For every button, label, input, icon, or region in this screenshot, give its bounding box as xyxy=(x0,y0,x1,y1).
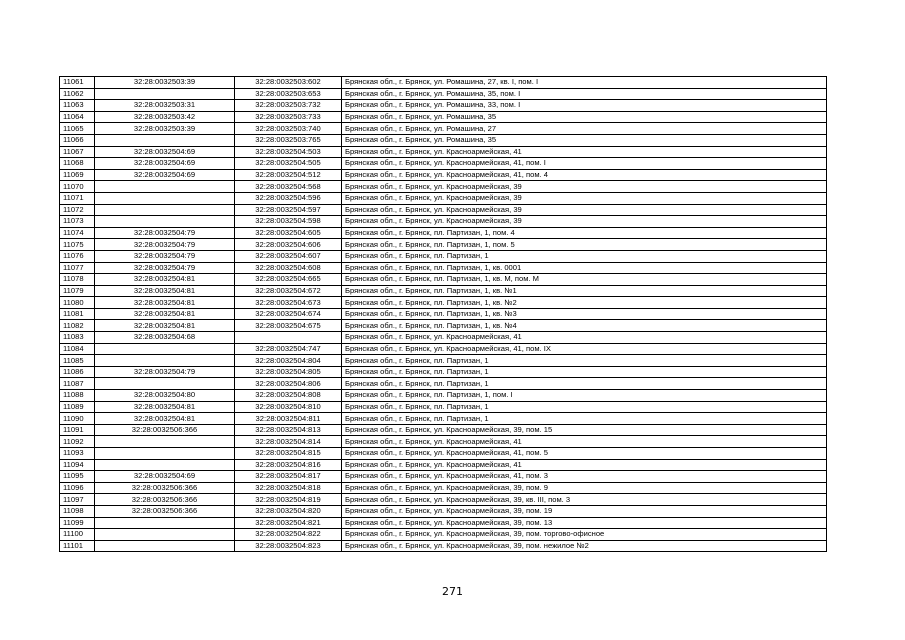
parcel-number-cell: 32:28:0032503:42 xyxy=(95,111,235,123)
table-row xyxy=(60,436,827,448)
table-row xyxy=(60,459,827,471)
parcel-number-cell xyxy=(95,216,235,228)
object-number-cell: 32:28:0032504:820 xyxy=(235,505,342,517)
address-cell: Брянская обл., г. Брянск, ул. Ромашина, 33, пом. I xyxy=(342,100,827,112)
parcel-number-cell: 32:28:0032504:79 xyxy=(95,262,235,274)
parcel-number-cell: 32:28:0032504:81 xyxy=(95,413,235,425)
parcel-number-cell xyxy=(95,529,235,541)
table-row xyxy=(60,390,827,402)
row-number-cell: 11069 xyxy=(60,169,95,181)
object-number-cell xyxy=(235,332,342,344)
table-row xyxy=(60,471,827,483)
address-cell: Брянская обл., г. Брянск, пл. Партизан, 1, кв. 0001 xyxy=(342,262,827,274)
row-number-cell: 11064 xyxy=(60,111,95,123)
row-number-cell: 11082 xyxy=(60,320,95,332)
table-row xyxy=(60,181,827,193)
table-row xyxy=(60,100,827,112)
row-number-cell: 11070 xyxy=(60,181,95,193)
object-number-cell: 32:28:0032503:732 xyxy=(235,100,342,112)
parcel-number-cell xyxy=(95,181,235,193)
address-cell: Брянская обл., г. Брянск, ул. Красноармейская, 39, пом. 19 xyxy=(342,505,827,517)
parcel-number-cell xyxy=(95,540,235,552)
object-number-cell: 32:28:0032504:512 xyxy=(235,169,342,181)
parcel-number-cell: 32:28:0032506:366 xyxy=(95,494,235,506)
object-number-cell: 32:28:0032504:814 xyxy=(235,436,342,448)
row-number-cell: 11062 xyxy=(60,88,95,100)
row-number-cell: 11083 xyxy=(60,332,95,344)
address-cell: Брянская обл., г. Брянск, ул. Ромашина, 27, кв. I, пом. I xyxy=(342,77,827,89)
object-number-cell: 32:28:0032504:816 xyxy=(235,459,342,471)
row-number-cell: 11101 xyxy=(60,540,95,552)
row-number-cell: 11078 xyxy=(60,274,95,286)
parcel-number-cell: 32:28:0032503:39 xyxy=(95,123,235,135)
address-cell: Брянская обл., г. Брянск, ул. Ромашина, 35 xyxy=(342,134,827,146)
address-cell: Брянская обл., г. Брянск, ул. Красноармейская, 41 xyxy=(342,459,827,471)
table-row xyxy=(60,77,827,89)
address-cell: Брянская обл., г. Брянск, пл. Партизан, 1, кв. №4 xyxy=(342,320,827,332)
object-number-cell: 32:28:0032504:597 xyxy=(235,204,342,216)
table-row xyxy=(60,88,827,100)
parcel-number-cell: 32:28:0032506:366 xyxy=(95,482,235,494)
object-number-cell: 32:28:0032504:503 xyxy=(235,146,342,158)
object-number-cell: 32:28:0032504:605 xyxy=(235,227,342,239)
table-row xyxy=(60,505,827,517)
table-row xyxy=(60,529,827,541)
address-cell: Брянская обл., г. Брянск, ул. Красноармейская, 41, пом. I xyxy=(342,158,827,170)
object-number-cell: 32:28:0032504:596 xyxy=(235,192,342,204)
parcel-number-cell: 32:28:0032504:81 xyxy=(95,308,235,320)
row-number-cell: 11087 xyxy=(60,378,95,390)
address-cell: Брянская обл., г. Брянск, пл. Партизан, 1, кв. №2 xyxy=(342,297,827,309)
address-cell: Брянская обл., г. Брянск, ул. Ромашина, 35, пом. I xyxy=(342,88,827,100)
parcel-number-cell: 32:28:0032504:81 xyxy=(95,320,235,332)
table-row xyxy=(60,192,827,204)
object-number-cell: 32:28:0032504:747 xyxy=(235,343,342,355)
table-row xyxy=(60,540,827,552)
address-cell: Брянская обл., г. Брянск, ул. Ромашина, 35 xyxy=(342,111,827,123)
table-row xyxy=(60,332,827,344)
table-row xyxy=(60,494,827,506)
parcel-number-cell xyxy=(95,378,235,390)
row-number-cell: 11084 xyxy=(60,343,95,355)
object-number-cell: 32:28:0032504:806 xyxy=(235,378,342,390)
table-row xyxy=(60,320,827,332)
table-row xyxy=(60,401,827,413)
table-row xyxy=(60,123,827,135)
parcel-number-cell xyxy=(95,343,235,355)
row-number-cell: 11072 xyxy=(60,204,95,216)
parcel-number-cell: 32:28:0032504:79 xyxy=(95,250,235,262)
row-number-cell: 11077 xyxy=(60,262,95,274)
object-number-cell: 32:28:0032504:665 xyxy=(235,274,342,286)
parcel-number-cell: 32:28:0032504:81 xyxy=(95,401,235,413)
address-cell: Брянская обл., г. Брянск, пл. Партизан, 1, кв. №3 xyxy=(342,308,827,320)
object-number-cell: 32:28:0032504:823 xyxy=(235,540,342,552)
object-number-cell: 32:28:0032504:675 xyxy=(235,320,342,332)
object-number-cell: 32:28:0032503:765 xyxy=(235,134,342,146)
object-number-cell: 32:28:0032504:568 xyxy=(235,181,342,193)
row-number-cell: 11097 xyxy=(60,494,95,506)
row-number-cell: 11079 xyxy=(60,285,95,297)
table-row xyxy=(60,146,827,158)
address-cell: Брянская обл., г. Брянск, ул. Красноармейская, 39 xyxy=(342,216,827,228)
row-number-cell: 11067 xyxy=(60,146,95,158)
parcel-number-cell: 32:28:0032504:79 xyxy=(95,366,235,378)
table-row xyxy=(60,343,827,355)
row-number-cell: 11089 xyxy=(60,401,95,413)
object-number-cell: 32:28:0032504:808 xyxy=(235,390,342,402)
row-number-cell: 11091 xyxy=(60,424,95,436)
address-cell: Брянская обл., г. Брянск, пл. Партизан, 1 xyxy=(342,366,827,378)
row-number-cell: 11096 xyxy=(60,482,95,494)
page-number: 271 xyxy=(442,585,463,598)
object-number-cell: 32:28:0032504:505 xyxy=(235,158,342,170)
address-cell: Брянская обл., г. Брянск, пл. Партизан, 1, пом. I xyxy=(342,390,827,402)
object-number-cell: 32:28:0032504:810 xyxy=(235,401,342,413)
row-number-cell: 11080 xyxy=(60,297,95,309)
row-number-cell: 11095 xyxy=(60,471,95,483)
registry-table xyxy=(59,76,827,552)
object-number-cell: 32:28:0032503:740 xyxy=(235,123,342,135)
address-cell: Брянская обл., г. Брянск, пл. Партизан, 1 xyxy=(342,413,827,425)
row-number-cell: 11099 xyxy=(60,517,95,529)
address-cell: Брянская обл., г. Брянск, ул. Красноармейская, 39, пом. 15 xyxy=(342,424,827,436)
table-row xyxy=(60,169,827,181)
table-row xyxy=(60,355,827,367)
row-number-cell: 11075 xyxy=(60,239,95,251)
address-cell: Брянская обл., г. Брянск, пл. Партизан, 1 xyxy=(342,401,827,413)
object-number-cell: 32:28:0032503:602 xyxy=(235,77,342,89)
address-cell: Брянская обл., г. Брянск, ул. Ромашина, 27 xyxy=(342,123,827,135)
object-number-cell: 32:28:0032504:598 xyxy=(235,216,342,228)
row-number-cell: 11073 xyxy=(60,216,95,228)
row-number-cell: 11065 xyxy=(60,123,95,135)
row-number-cell: 11071 xyxy=(60,192,95,204)
address-cell: Брянская обл., г. Брянск, ул. Красноармейская, 39 xyxy=(342,192,827,204)
object-number-cell: 32:28:0032504:818 xyxy=(235,482,342,494)
table-row xyxy=(60,158,827,170)
address-cell: Брянская обл., г. Брянск, ул. Красноармейская, 41 xyxy=(342,436,827,448)
object-number-cell: 32:28:0032504:821 xyxy=(235,517,342,529)
address-cell: Брянская обл., г. Брянск, ул. Красноармейская, 41 xyxy=(342,332,827,344)
address-cell: Брянская обл., г. Брянск, пл. Партизан, 1 xyxy=(342,355,827,367)
table-row xyxy=(60,239,827,251)
row-number-cell: 11088 xyxy=(60,390,95,402)
parcel-number-cell: 32:28:0032503:31 xyxy=(95,100,235,112)
address-cell: Брянская обл., г. Брянск, пл. Партизан, 1, кв. М, пом. М xyxy=(342,274,827,286)
row-number-cell: 11092 xyxy=(60,436,95,448)
object-number-cell: 32:28:0032504:822 xyxy=(235,529,342,541)
object-number-cell: 32:28:0032504:674 xyxy=(235,308,342,320)
object-number-cell: 32:28:0032504:815 xyxy=(235,448,342,460)
parcel-number-cell: 32:28:0032504:79 xyxy=(95,239,235,251)
row-number-cell: 11076 xyxy=(60,250,95,262)
address-cell: Брянская обл., г. Брянск, ул. Красноармейская, 39, пом. нежилое №2 xyxy=(342,540,827,552)
row-number-cell: 11086 xyxy=(60,366,95,378)
parcel-number-cell: 32:28:0032504:80 xyxy=(95,390,235,402)
table-row xyxy=(60,274,827,286)
address-cell: Брянская обл., г. Брянск, пл. Партизан, 1 xyxy=(342,378,827,390)
object-number-cell: 32:28:0032504:819 xyxy=(235,494,342,506)
row-number-cell: 11068 xyxy=(60,158,95,170)
table-row xyxy=(60,366,827,378)
row-number-cell: 11063 xyxy=(60,100,95,112)
parcel-number-cell: 32:28:0032506:366 xyxy=(95,505,235,517)
table-row xyxy=(60,297,827,309)
object-number-cell: 32:28:0032503:653 xyxy=(235,88,342,100)
table-row xyxy=(60,227,827,239)
table-row xyxy=(60,204,827,216)
address-cell: Брянская обл., г. Брянск, ул. Красноармейская, 41, пом. 3 xyxy=(342,471,827,483)
parcel-number-cell: 32:28:0032504:81 xyxy=(95,297,235,309)
object-number-cell: 32:28:0032504:606 xyxy=(235,239,342,251)
table-row xyxy=(60,250,827,262)
row-number-cell: 11098 xyxy=(60,505,95,517)
parcel-number-cell: 32:28:0032504:68 xyxy=(95,332,235,344)
object-number-cell: 32:28:0032504:672 xyxy=(235,285,342,297)
table-row xyxy=(60,285,827,297)
parcel-number-cell: 32:28:0032504:79 xyxy=(95,227,235,239)
address-cell: Брянская обл., г. Брянск, ул. Красноармейская, 41, пом. 4 xyxy=(342,169,827,181)
address-cell: Брянская обл., г. Брянск, ул. Красноармейская, 39, пом. 9 xyxy=(342,482,827,494)
parcel-number-cell: 32:28:0032506:366 xyxy=(95,424,235,436)
object-number-cell: 32:28:0032504:805 xyxy=(235,366,342,378)
row-number-cell: 11074 xyxy=(60,227,95,239)
parcel-number-cell xyxy=(95,517,235,529)
row-number-cell: 11090 xyxy=(60,413,95,425)
parcel-number-cell xyxy=(95,134,235,146)
address-cell: Брянская обл., г. Брянск, ул. Красноармейская, 39, кв. III, пом. 3 xyxy=(342,494,827,506)
address-cell: Брянская обл., г. Брянск, пл. Партизан, 1 xyxy=(342,250,827,262)
row-number-cell: 11081 xyxy=(60,308,95,320)
table-row xyxy=(60,216,827,228)
row-number-cell: 11066 xyxy=(60,134,95,146)
parcel-number-cell: 32:28:0032504:81 xyxy=(95,285,235,297)
table-row xyxy=(60,262,827,274)
object-number-cell: 32:28:0032504:817 xyxy=(235,471,342,483)
parcel-number-cell xyxy=(95,88,235,100)
address-cell: Брянская обл., г. Брянск, ул. Красноармейская, 39 xyxy=(342,181,827,193)
address-cell: Брянская обл., г. Брянск, ул. Красноармейская, 39, пом. 13 xyxy=(342,517,827,529)
table-row xyxy=(60,424,827,436)
parcel-number-cell xyxy=(95,436,235,448)
parcel-number-cell: 32:28:0032504:81 xyxy=(95,274,235,286)
row-number-cell: 11100 xyxy=(60,529,95,541)
object-number-cell: 32:28:0032503:733 xyxy=(235,111,342,123)
table-row xyxy=(60,378,827,390)
table-row xyxy=(60,482,827,494)
table-row xyxy=(60,134,827,146)
table-row xyxy=(60,413,827,425)
object-number-cell: 32:28:0032504:607 xyxy=(235,250,342,262)
table-row xyxy=(60,448,827,460)
address-cell: Брянская обл., г. Брянск, ул. Красноармейская, 41 xyxy=(342,146,827,158)
parcel-number-cell xyxy=(95,192,235,204)
table-row xyxy=(60,111,827,123)
parcel-number-cell: 32:28:0032503:39 xyxy=(95,77,235,89)
address-cell: Брянская обл., г. Брянск, пл. Партизан, 1, пом. 5 xyxy=(342,239,827,251)
object-number-cell: 32:28:0032504:813 xyxy=(235,424,342,436)
parcel-number-cell xyxy=(95,355,235,367)
table-row xyxy=(60,517,827,529)
parcel-number-cell: 32:28:0032504:69 xyxy=(95,169,235,181)
address-cell: Брянская обл., г. Брянск, пл. Партизан, 1, кв. №1 xyxy=(342,285,827,297)
address-cell: Брянская обл., г. Брянск, ул. Красноармейская, 41, пом. IX xyxy=(342,343,827,355)
address-cell: Брянская обл., г. Брянск, ул. Красноармейская, 39, пом. торгово-офисное xyxy=(342,529,827,541)
parcel-number-cell xyxy=(95,204,235,216)
object-number-cell: 32:28:0032504:673 xyxy=(235,297,342,309)
parcel-number-cell xyxy=(95,448,235,460)
row-number-cell: 11061 xyxy=(60,77,95,89)
parcel-number-cell: 32:28:0032504:69 xyxy=(95,158,235,170)
parcel-number-cell: 32:28:0032504:69 xyxy=(95,471,235,483)
row-number-cell: 11093 xyxy=(60,448,95,460)
row-number-cell: 11085 xyxy=(60,355,95,367)
object-number-cell: 32:28:0032504:608 xyxy=(235,262,342,274)
row-number-cell: 11094 xyxy=(60,459,95,471)
parcel-number-cell xyxy=(95,459,235,471)
address-cell: Брянская обл., г. Брянск, ул. Красноармейская, 39 xyxy=(342,204,827,216)
object-number-cell: 32:28:0032504:804 xyxy=(235,355,342,367)
address-cell: Брянская обл., г. Брянск, ул. Красноармейская, 41, пом. 5 xyxy=(342,448,827,460)
table-row xyxy=(60,308,827,320)
registry-table-body xyxy=(60,77,827,552)
object-number-cell: 32:28:0032504:811 xyxy=(235,413,342,425)
parcel-number-cell: 32:28:0032504:69 xyxy=(95,146,235,158)
address-cell: Брянская обл., г. Брянск, пл. Партизан, 1, пом. 4 xyxy=(342,227,827,239)
